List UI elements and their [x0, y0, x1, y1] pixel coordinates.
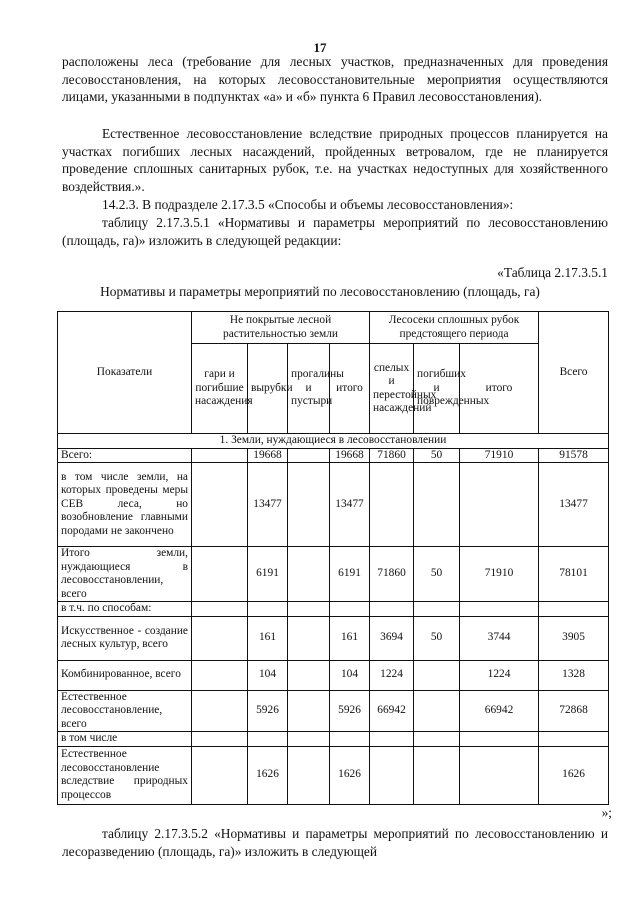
row-label: в том числе	[58, 732, 192, 747]
cell	[539, 732, 609, 747]
cell	[192, 660, 248, 690]
table-row	[58, 732, 609, 747]
cell: 3744	[460, 616, 539, 660]
row-label: Естественное лесовосстановление вследствие природных процессов	[58, 746, 192, 804]
page-number: 17	[313, 40, 327, 55]
cell: 1328	[539, 660, 609, 690]
cell	[539, 602, 609, 617]
closing-quote: »;	[601, 805, 612, 820]
cell	[288, 690, 330, 732]
cell	[288, 732, 330, 747]
cell	[192, 690, 248, 732]
cell: 66942	[460, 690, 539, 732]
cell	[192, 616, 248, 660]
cell	[370, 602, 414, 617]
cell: 50	[414, 616, 460, 660]
cell	[414, 690, 460, 732]
cell: 71860	[370, 448, 414, 463]
cell	[248, 732, 288, 747]
paragraph-2: Естественное лесовосстановление вследствие природных процессов планируется на участках погибших лесных насаждений, пройденных ветровалом, где не планируется проведение сплошных санитарных рубок, т.е. на участках недоступных для хозяйственного воздействия.».	[62, 126, 608, 194]
cell: 1626	[330, 746, 370, 804]
cell	[330, 732, 370, 747]
row-label: в т.ч. по способам:	[58, 602, 192, 617]
norms-table	[57, 311, 609, 805]
header-indicators: Показатели	[58, 312, 192, 434]
paragraph-4: таблицу 2.17.3.5.1 «Нормативы и параметры мероприятий по лесовосстановлению (площадь, га)» изложить в следующей редакции:	[62, 215, 608, 248]
cell	[460, 746, 539, 804]
cell: 3694	[370, 616, 414, 660]
cell: 104	[330, 660, 370, 690]
bottom-paragraph: таблицу 2.17.3.5.2 «Нормативы и параметры мероприятий по лесовосстановлению и лесоразведению (площадь, га)» изложить в следующей	[62, 826, 608, 859]
cell: 161	[330, 616, 370, 660]
header-group-uncovered-lands: Не покрытые лесной растительностью земли	[192, 312, 370, 344]
table-row	[58, 547, 609, 602]
table-row	[58, 616, 609, 660]
cell: 50	[414, 448, 460, 463]
row-label: Итого земли, нуждающиеся в лесовосстановлении, всего	[58, 547, 192, 602]
cell: 5926	[330, 690, 370, 732]
cell	[330, 602, 370, 617]
cell: 91578	[539, 448, 609, 463]
cell	[288, 547, 330, 602]
cell	[414, 660, 460, 690]
cell	[192, 732, 248, 747]
row-label: Комбинированное, всего	[58, 660, 192, 690]
cell	[288, 463, 330, 547]
header-total: Всего	[539, 312, 609, 434]
table-row	[58, 602, 609, 617]
cell	[192, 463, 248, 547]
table-row	[58, 463, 609, 547]
cell	[414, 602, 460, 617]
cell: 1626	[248, 746, 288, 804]
cell: 71860	[370, 547, 414, 602]
cell	[288, 746, 330, 804]
header-glades-wastelands: прогалины и пустыри	[288, 344, 330, 434]
cell: 13477	[330, 463, 370, 547]
table-row	[58, 690, 609, 732]
cell: 6191	[330, 547, 370, 602]
cell: 104	[248, 660, 288, 690]
header-subtotal-1: итого	[330, 344, 370, 434]
cell	[370, 732, 414, 747]
table-row	[58, 660, 609, 690]
cell: 6191	[248, 547, 288, 602]
cell: 161	[248, 616, 288, 660]
header-subtotal-2: итого	[460, 344, 539, 434]
cell: 3905	[539, 616, 609, 660]
header-burnt-dead: гари и погибшие насаждения	[192, 344, 248, 434]
cell	[460, 602, 539, 617]
cell: 71910	[460, 547, 539, 602]
cell: 13477	[539, 463, 609, 547]
cell: 78101	[539, 547, 609, 602]
cell	[192, 547, 248, 602]
cell: 1224	[370, 660, 414, 690]
cell	[288, 616, 330, 660]
cell	[192, 746, 248, 804]
cell	[414, 463, 460, 547]
cell: 50	[414, 547, 460, 602]
cell: 1224	[460, 660, 539, 690]
table-caption-number: «Таблица 2.17.3.5.1	[497, 265, 608, 280]
cell: 5926	[248, 690, 288, 732]
cell	[288, 602, 330, 617]
section-title: 1. Земли, нуждающиеся в лесовосстановлении	[58, 434, 609, 449]
cell	[370, 746, 414, 804]
cell	[248, 602, 288, 617]
cell	[192, 602, 248, 617]
cell	[414, 732, 460, 747]
cell: 19668	[330, 448, 370, 463]
header-group-clear-cuts: Лесосеки сплошных рубок предстоящего периода	[370, 312, 539, 344]
cell: 1626	[539, 746, 609, 804]
header-mature-stands: спелых и перестойных насаждений	[370, 344, 414, 434]
row-label: Искусственное - создание лесных культур, всего	[58, 616, 192, 660]
cell	[370, 463, 414, 547]
row-label: Всего:	[58, 448, 192, 463]
cell	[460, 732, 539, 747]
cell	[288, 660, 330, 690]
cell: 71910	[460, 448, 539, 463]
cell	[192, 448, 248, 463]
table-row	[58, 746, 609, 804]
cell	[414, 746, 460, 804]
cell: 72868	[539, 690, 609, 732]
row-label: в том числе земли, на которых проведены меры СЕВ леса, но возобновление главными породами не закончено	[58, 463, 192, 547]
row-label: Естественное лесовосстановление, всего	[58, 690, 192, 732]
cell: 19668	[248, 448, 288, 463]
cell	[288, 448, 330, 463]
cell: 13477	[248, 463, 288, 547]
header-cuttings: вырубки	[248, 344, 288, 434]
cell: 66942	[370, 690, 414, 732]
paragraph-1: расположены леса (требование для лесных участков, предназначенных для проведения лесовосстановления, на которых лесовосстановительные мероприятия осуществляются лицами, указанными в подпунктах «а» и «б» пункта 6 Правил лесовосстановления).	[62, 54, 608, 104]
table-row	[58, 448, 609, 463]
cell	[460, 463, 539, 547]
table-title: Нормативы и параметры мероприятий по лесовосстановлению (площадь, га)	[100, 284, 540, 299]
paragraph-3: 14.2.3. В подразделе 2.17.3.5 «Способы и объемы лесовосстановления»:	[102, 197, 514, 212]
header-dead-damaged: погибших и поврежденных	[414, 344, 460, 434]
